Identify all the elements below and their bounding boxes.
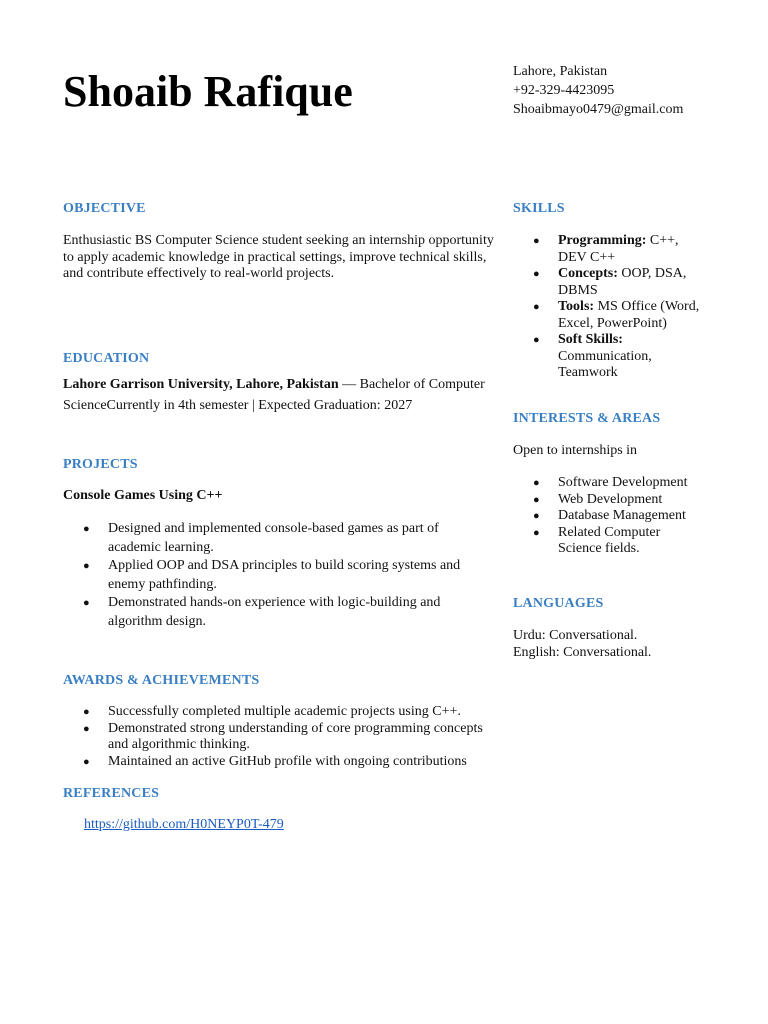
list-item (513, 332, 708, 382)
location: Lahore, Pakistan (513, 64, 608, 79)
list-item (513, 233, 708, 266)
list-item: ● Demonstrated strong understanding of core programming concepts and algorithmic thinking. (63, 721, 495, 754)
phone: +92-329-4423095 (513, 83, 615, 98)
list-item: ● Demonstrated hands-on experience with logic-building and algorithm design. (63, 594, 495, 631)
skill-value: OOP, DSA, DBMS (558, 266, 687, 298)
skills-heading: SKILLS (513, 201, 565, 216)
languages-heading: LANGUAGES (513, 596, 604, 611)
project-bullets (63, 520, 495, 631)
list-item (513, 299, 708, 332)
skill-label: Soft Skills: (558, 332, 623, 347)
list-item: ● Successfully completed multiple academic projects using C++. (63, 704, 495, 721)
language-urdu: Urdu: Conversational. (513, 628, 638, 643)
interests-intro: Open to internships in (513, 443, 638, 458)
awards-heading: AWARDS & ACHIEVEMENTS (63, 673, 260, 688)
list-item: ● Database Management (513, 508, 703, 525)
education-institution: Lahore Garrison University, Lahore, Pakistan (63, 377, 339, 392)
github-link[interactable]: https://github.com/H0NEYP0T-479 (84, 817, 284, 832)
contact-info (513, 62, 683, 119)
list-item: ● Software Development (513, 475, 703, 492)
list-item: ● Maintained an active GitHub profile with ongoing contributions (63, 754, 495, 771)
list-item: ● Web Development (513, 492, 703, 509)
objective-text: Enthusiastic BS Computer Science student seeking an internship opportunity to apply academic knowledge in practical settings, improve technical skills, and contribute effectively to real-world projects. (63, 233, 494, 281)
interests-heading: INTERESTS & AREAS (513, 411, 661, 426)
skills-bullets (513, 233, 708, 382)
list-item: ● Related Computer Science fields. (513, 525, 703, 558)
skill-value: Communication, Teamwork (558, 348, 652, 380)
skill-label: Concepts: (558, 266, 618, 281)
skill-label: Programming: (558, 233, 647, 248)
education-details: — Bachelor of Computer ScienceCurrently in 4th semester | Expected Graduation: 2027 (63, 377, 485, 413)
projects-heading: PROJECTS (63, 457, 138, 472)
interests-bullets (513, 475, 703, 558)
project-title: Console Games Using C++ (63, 488, 223, 503)
skill-value: C++, DEV C++ (558, 233, 679, 265)
references-heading: REFERENCES (63, 786, 160, 801)
list-item: ● Applied OOP and DSA principles to build scoring systems and enemy pathfinding. (63, 557, 495, 594)
skill-value: MS Office (Word, Excel, PowerPoint) (558, 299, 700, 331)
list-item: ● Designed and implemented console-based games as part of academic learning. (63, 520, 495, 557)
language-english: English: Conversational. (513, 644, 652, 660)
languages-list (513, 628, 713, 661)
objective-heading: OBJECTIVE (63, 201, 146, 216)
list-item (513, 266, 708, 299)
education-entry (63, 374, 495, 416)
awards-bullets (63, 704, 495, 770)
education-heading: EDUCATION (63, 351, 150, 366)
candidate-name: Shoaib Rafique (63, 67, 353, 116)
email: Shoaibmayo0479@gmail.com (513, 102, 684, 117)
skill-label: Tools: (558, 299, 595, 314)
